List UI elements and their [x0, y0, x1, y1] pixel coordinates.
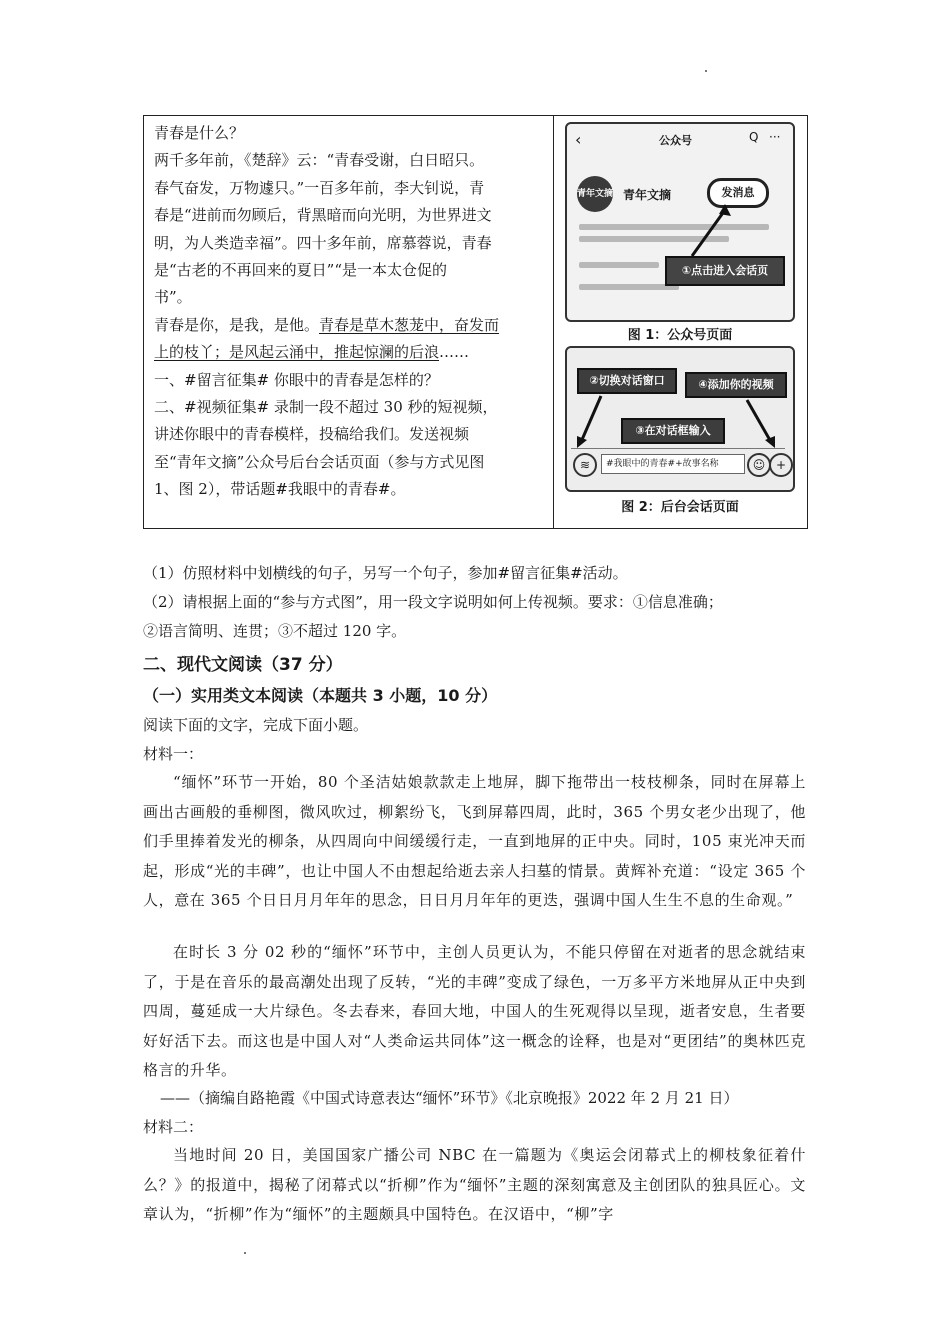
table-divider	[553, 116, 554, 528]
text-line: 二、#视频征集# 录制一段不超过 30 秒的短视频，	[154, 398, 498, 417]
more-icon: ···	[769, 130, 781, 144]
reading-instruction: 阅读下面的文字，完成下面小题。	[143, 716, 369, 734]
underlined-sentence: 上的枝丫；是风起云涌中，推起惊澜的后浪	[154, 343, 440, 362]
text-line: 明，为人类造幸福”。四十多年前，席慕蓉说，青春	[154, 233, 492, 252]
text-line: 一、#留言征集# 你眼中的青春是怎样的？	[154, 370, 439, 389]
text-line: 两千多年前，《楚辞》云：“青春受谢，白日昭只。	[154, 151, 485, 170]
material-1-paragraph-2: 在时长 3 分 02 秒的“缅怀”环节中，主创人员更认为，不能只停留在对逝者的思念就结束了，于是在音乐的最高潮处出现了反转，“光的丰碑”变成了绿色，一万多平方米地屏从正中央到四周，蔓延成一大片绿色。冬去春来，春回大地，中国人的生死观得以呈现，逝者安息，生者要好好活下去。而这也是中国人对“人类命运共同体”这一概念的诠释，也是对“更团结”的奥林匹克格言的升华。	[143, 943, 806, 1080]
text-line: 至“青年文摘”公众号后台会话页面（参与方式见图	[154, 452, 485, 471]
material-1-paragraph-1: “缅怀”环节一开始，80 个圣洁姑娘款款走上地屏，脚下拖带出一枝枝柳条，同时在屏幕上画出古画般的垂柳图，微风吹过，柳絮纷飞，飞到屏幕四周，此时，365 个男女老少出现了，他们手里捧着发光的柳条，从四周向中间缓缓行走，一直到地屏的正中央。同时，105 束光冲天而起，形成“光的丰碑”，也让中国人不由想起给逝去亲人扫墓的情景。黄辉补充道：“设定 365 个人，意在 365 个日日月月年年的思念，日日月月年年的更迭，强调中国人生生不息的生命观。”	[143, 773, 806, 910]
activity-table	[143, 115, 808, 529]
back-arrow-icon: ‹	[575, 130, 582, 149]
text-line: 1、图 2），带话题#我眼中的青春#。	[154, 480, 406, 499]
question-2-line-2: ②语言简明、连贯；③不超过 120 字。	[143, 622, 407, 640]
text-line: 春气奋发，万物遽只。”一百多年前，李大钊说，青	[154, 178, 485, 197]
activity-text	[154, 120, 546, 504]
send-message-button: 发消息	[707, 178, 769, 208]
figure-1-caption: 图 1：公众号页面	[627, 328, 733, 343]
material-2-label: 材料二：	[143, 1118, 204, 1136]
voice-icon: ≋	[573, 453, 597, 477]
message-input-field: #我眼中的青春#+故事名称	[601, 454, 745, 474]
material-1-source: ——（摘编自路艳霞《中国式诗意表达“缅怀”环节》《北京晚报》2022 年 2 月 21 日）	[160, 1089, 739, 1107]
tag-add-video: ④添加你的视频	[685, 372, 787, 398]
figure-1-public-account	[565, 122, 795, 322]
section-heading: 二、现代文阅读（37 分）	[143, 655, 343, 675]
text-line: 青春是什么？	[154, 124, 245, 142]
section-subheading: （一）实用类文本阅读（本题共 3 小题，10 分）	[143, 686, 498, 705]
search-icon: Q	[749, 130, 759, 144]
tag-input-box: ③在对话框输入	[621, 418, 725, 444]
material-2-paragraph-1: 当地时间 20 日，美国国家广播公司 NBC 在一篇题为《奥运会闭幕式上的柳枝象征着什么？》的报道中，揭秘了闭幕式以“折柳”作为“缅怀”主题的深刻寓意及主创团队的独具匠心。文章认为，“折柳”作为“缅怀”的主题颇具中国特色。在汉语中，“柳”字	[143, 1146, 806, 1224]
emoji-icon: ☺	[747, 453, 771, 477]
question-1: （1）仿照材料中划横线的句子，另写一个句子，参加#留言征集#活动。	[143, 564, 628, 582]
question-2-line-1: （2）请根据上面的“参与方式图”，用一段文字说明如何上传视频。要求：①信息准确；	[143, 593, 723, 611]
figure-2-caption: 图 2：后台会话页面	[621, 500, 739, 515]
figure-panel	[561, 122, 799, 522]
text-line: 春是“进前而勿顾后，背黑暗而向光明，为世界进文	[154, 206, 492, 225]
text-line: 书”。	[154, 288, 192, 307]
plain-text: ……	[439, 343, 470, 362]
text-line: 是“古老的不再回来的夏日”“是一本太仓促的	[154, 261, 448, 280]
material-1-label: 材料一：	[143, 745, 204, 763]
scan-speck	[244, 1252, 246, 1254]
text-line: 讲述你眼中的青春模样，投稿给我们。发送视频	[154, 425, 470, 444]
underlined-sentence: 青春是草木葱茏中，奋发而	[319, 315, 500, 334]
tag-switch-window: ②切换对话窗口	[577, 368, 677, 394]
account-name: 青年文摘	[623, 188, 672, 202]
figure-2-session-page	[565, 346, 795, 492]
text-line	[154, 339, 546, 366]
pointer-arrow-icon	[567, 124, 793, 320]
account-logo: 青年文摘	[577, 176, 613, 212]
text-line	[154, 312, 546, 339]
input-bar	[571, 448, 785, 479]
add-icon: +	[769, 453, 793, 477]
plain-text: 青春是你，是我，是他。	[154, 315, 320, 334]
callout-enter-session: ①点击进入会话页	[665, 256, 785, 286]
scan-speck	[705, 70, 707, 72]
figure-1-header-title: 公众号	[659, 134, 692, 147]
